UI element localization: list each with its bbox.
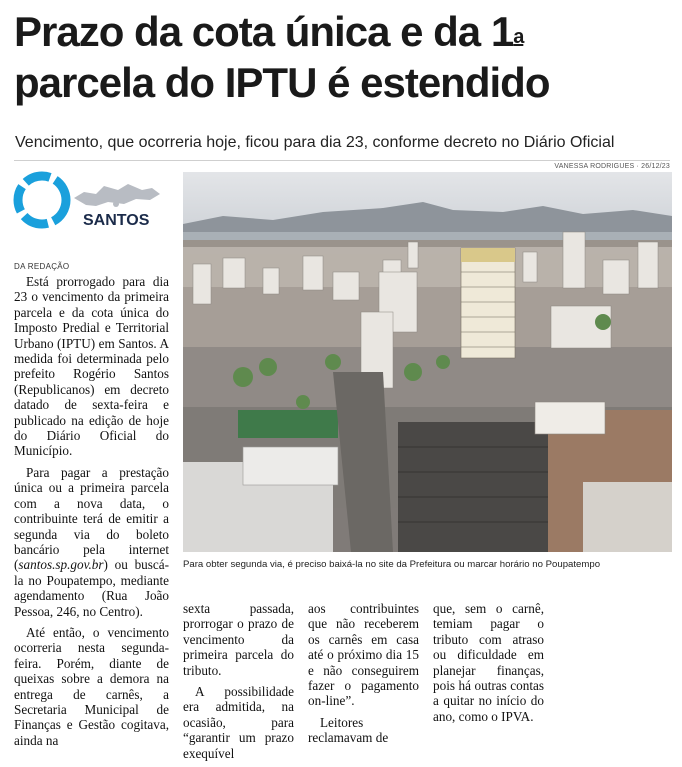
bottom-col-2-paragraph-1: aos contribuintes que não receberem os carnês em casa até o próximo dia 15 e não conseguirem fazer o pagamento on-line”.: [308, 601, 419, 709]
photo-caption: Para obter segunda via, é preciso baixá-la no site da Prefeitura ou marcar horário no Poupatempo: [183, 559, 601, 570]
header-divider: [14, 160, 670, 161]
paragraph-2-text-a: Para pagar a prestação única ou a primeira parcela com a nova data, o contribuinte terá de emitir a segunda via do boleto bancário pela internet (: [14, 464, 169, 573]
bottom-col-1-paragraph-1: sexta passada, prorrogar o prazo de vencimento da primeira parcela do tributo.: [183, 601, 294, 678]
logo-label: SANTOS: [83, 212, 150, 229]
paragraph-2-text-b: ) ou buscá-la no Poupatempo, mediante agendamento (Rua João Pessoa, 246, no Centro).: [14, 557, 169, 619]
photo-credit: VANESSA RODRIGUES · 26/12/23: [554, 163, 670, 170]
city-map-icon: [74, 184, 160, 207]
subheadline: Vencimento, que ocorreria hoje, ficou para dia 23, conforme decreto no Diário Oficial: [15, 134, 615, 151]
bottom-column-1: [183, 601, 294, 767]
headline-line-2: parcela do IPTU é estendido: [14, 59, 550, 106]
city-aerial-photo: [183, 172, 672, 552]
website-link[interactable]: santos.sp.gov.br: [18, 557, 104, 573]
bottom-col-3-paragraph-1: que, sem o carnê, temiam pagar o tributo com atraso ou dificuldade em planejar finanças, pois há outras contas a quitar no início do ano, como o IPVA.: [433, 601, 544, 724]
paragraph-2: [14, 465, 169, 619]
bottom-column-2: [308, 601, 419, 767]
article-column-left: [14, 274, 169, 754]
bottom-col-1-paragraph-2: A possibilidade era admitida, na ocasião, para “garantir um prazo exequível: [183, 684, 294, 761]
byline: DA REDAÇÃO: [14, 262, 70, 271]
paragraph-3: Até então, o vencimento ocorreria nesta segunda-feira. Porém, diante de queixas sobre a demora na entrega de carnês, a Secretaria Municipal de Finanças e Gestão cogitava, ainda na: [14, 624, 169, 748]
headline-superscript: a: [513, 26, 524, 48]
article-bottom-columns: [183, 601, 672, 767]
bottom-column-3: [433, 601, 544, 767]
headline: [14, 6, 674, 108]
ring-icon: [18, 176, 66, 224]
paragraph-1: Está prorrogado para dia 23 o vencimento da primeira parcela e da cota única do Imposto Predial e Territorial Urbano (IPTU) em Santos. A medida foi determinada pelo prefeito Rogério Santos (Republicanos) em decreto datado de sexta-feira e publicado na edição de hoje do Diário Oficial do Município.: [14, 274, 169, 459]
headline-line-1: Prazo da cota única e da 1: [14, 8, 514, 55]
bottom-col-2-paragraph-2: Leitores reclamavam de: [308, 714, 389, 746]
